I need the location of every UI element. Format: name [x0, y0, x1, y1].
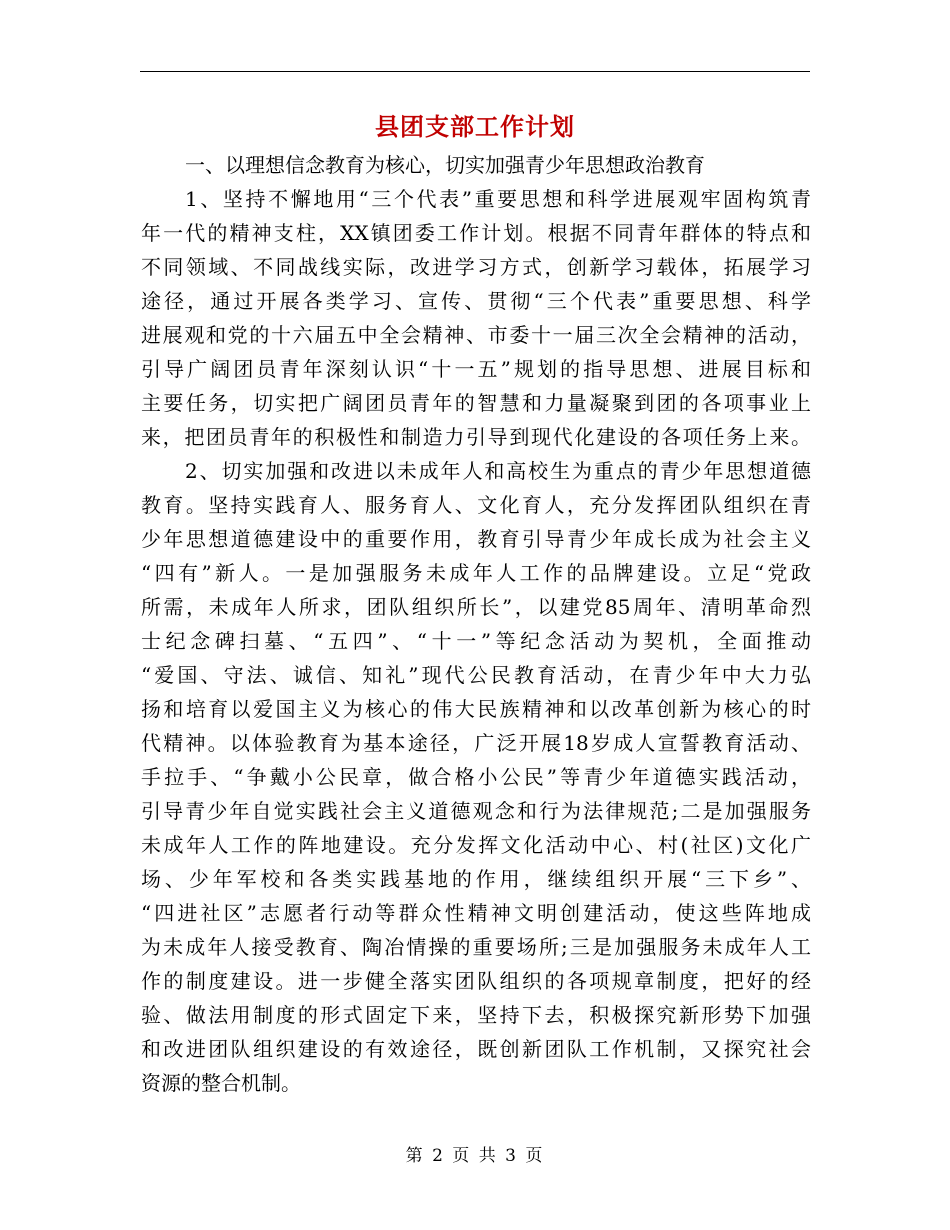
paragraph-2 — [141, 454, 811, 1100]
paragraph-line: “爱国、守法、诚信、知礼”现代公民教育活动，在青少年中大力弘 — [141, 663, 811, 687]
paragraph-line: “四有”新人。一是加强服务未成年人工作的品牌建设。立足“党政 — [141, 561, 811, 585]
section-heading: 一、以理想信念教育为核心，切实加强青少年思想政治教育 — [185, 153, 705, 177]
document-body — [141, 148, 811, 1100]
paragraph-line: 资源的整合机制。 — [141, 1071, 301, 1095]
paragraph-line: 途径，通过开展各类学习、宣传、贯彻“三个代表”重要思想、科学 — [141, 289, 811, 313]
paragraph-line: 教育。坚持实践育人、服务育人、文化育人，充分发挥团队组织在青 — [141, 493, 811, 517]
paragraph-line: 作的制度建设。进一步健全落实团队组织的各项规章制度，把好的经 — [141, 969, 811, 993]
paragraph-line: 为未成年人接受教育、陶冶情操的重要场所;三是加强服务未成年人工 — [141, 935, 811, 959]
paragraph-line: 少年思想道德建设中的重要作用，教育引导青少年成长成为社会主义 — [141, 527, 811, 551]
paragraph-line: 引导广阔团员青年深刻认识“十一五”规划的指导思想、进展目标和 — [141, 357, 811, 381]
paragraph-line: 场、少年军校和各类实践基地的作用，继续组织开展“三下乡”、 — [141, 867, 811, 891]
paragraph-line: 进展观和党的十六届五中全会精神、市委十一届三次全会精神的活动， — [141, 323, 811, 347]
paragraph-line: 未成年人工作的阵地建设。充分发挥文化活动中心、村(社区)文化广 — [141, 833, 811, 857]
paragraph-line: 手拉手、“争戴小公民章，做合格小公民”等青少年道德实践活动， — [141, 765, 811, 789]
paragraph-line: 2、切实加强和改进以未成年人和高校生为重点的青少年思想道德 — [185, 459, 811, 483]
paragraph-line: 士纪念碑扫墓、“五四”、“十一”等纪念活动为契机，全面推动 — [141, 629, 811, 653]
paragraph-line: 不同领域、不同战线实际，改进学习方式，创新学习载体，拓展学习 — [141, 255, 811, 279]
paragraph-line: 主要任务，切实把广阔团员青年的智慧和力量凝聚到团的各项事业上 — [141, 391, 811, 415]
paragraph-line: 和改进团队组织建设的有效途径，既创新团队工作机制，又探究社会 — [141, 1037, 811, 1061]
paragraph-line: 所需，未成年人所求，团队组织所长”，以建党85周年、清明革命烈 — [141, 595, 811, 619]
paragraph-line: 代精神。以体验教育为基本途径，广泛开展18岁成人宣誓教育活动、 — [141, 731, 811, 755]
paragraph-line: 来，把团员青年的积极性和制造力引导到现代化建设的各项任务上来。 — [141, 425, 811, 449]
document-title: 县团支部工作计划 — [375, 112, 575, 141]
paragraph-line: 引导青少年自觉实践社会主义道德观念和行为法律规范;二是加强服务 — [141, 799, 811, 823]
paragraph-line: 验、做法用制度的形式固定下来，坚持下去，积极探究新形势下加强 — [141, 1003, 811, 1027]
header-rule — [140, 71, 810, 72]
paragraph-line: 年一代的精神支柱，XX镇团委工作计划。根据不同青年群体的特点和 — [141, 221, 811, 245]
paragraph-line: 扬和培育以爱国主义为核心的伟大民族精神和以改革创新为核心的时 — [141, 697, 811, 721]
paragraph-1 — [141, 182, 811, 454]
paragraph-line: 1、坚持不懈地用“三个代表”重要思想和科学进展观牢固构筑青 — [185, 187, 811, 211]
paragraph-line: “四进社区”志愿者行动等群众性精神文明创建活动，使这些阵地成 — [141, 901, 811, 925]
page-number: 第 2 页 共 3 页 — [405, 1146, 545, 1166]
